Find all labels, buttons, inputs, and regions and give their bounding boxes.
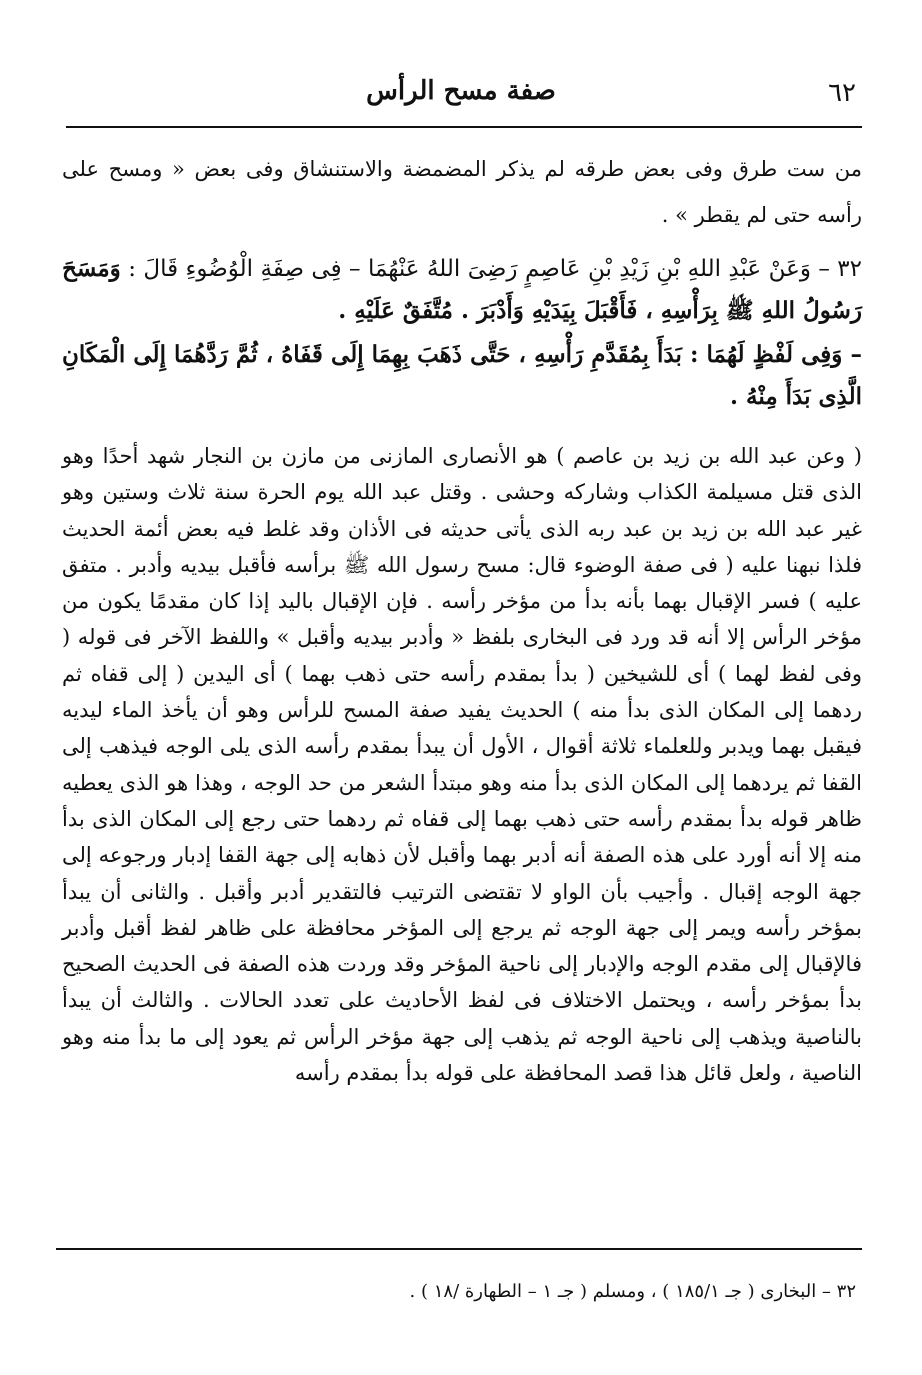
hadith-lead: وَعَنْ عَبْدِ اللهِ بْنِ زَيْدِ بْنِ عَاصِمٍ رَضِىَ اللهُ عَنْهُمَا – فِى صِفَةِ الْوُضُوءِ قَالَ : [128,256,811,282]
page-header [60,70,862,114]
footnote-divider [56,1248,862,1250]
hadith-number: ٣٢ – [818,256,863,282]
main-text [62,146,862,1091]
hadith-text: وَمَسَحَ رَسُولُ اللهِ ﷺ بِرَأْسِهِ ، فَأَقْبَلَ بِيَدَيْهِ وَأَدْبَرَ . مُتَّفَقٌ عَلَيْهِ . [62,255,862,324]
running-title: صفة مسح الرأس [366,76,556,106]
intro-paragraph: من ست طرق وفى بعض طرقه لم يذكر المضمضة والاستنشاق وفى بعض « ومسح على رأسه حتى لم يقطر » . [62,157,862,227]
footnote: ٣٢ – البخارى ( جـ ١٨٥/١ ) ، ومسلم ( جـ ١ – الطهارة /١٨ ) . [409,1281,856,1302]
hadith-32 [62,248,862,332]
commentary-paragraph: ( وعن عبد الله بن زيد بن عاصم ) هو الأنصارى المازنى من مازن بن النجار شهد أحدًا وهو الذى قتل مسيلمة الكذاب وشاركه وحشى . وقتل عبد الله يوم الحرة سنة ثلاث وستين وهو غير عبد الله بن زيد بن عبد ربه الذى يأتى حديثه فى الأذان وقد غلط فيه بعض أئمة الحديث فلذا نبهنا عليه ( فى صفة الوضوء قال: مسح رسول الله ﷺ برأسه فأقبل بيديه وأدبر . متفق عليه ) فسر الإقبال بهما بأنه بدأ من مؤخر رأسه . فإن الإقبال باليد إذا كان مقدمًا يكون من مؤخر الرأس إلا أنه قد ورد فى البخارى بلفظ « وأدبر بيديه وأقبل » واللفظ الآخر فى قوله ( وفى لفظ لهما ) أى للشيخين ( بدأ بمقدم رأسه حتى ذهب بهما ) أى اليدين ( إلى قفاه ثم ردهما إلى المكان الذى بدأ منه ) الحديث يفيد صفة المسح للرأس وهو أن يأخذ الماء ليديه فيقبل بهما ويدبر وللعلماء ثلاثة أقوال ، الأول أن يبدأ بمقدم رأسه الذى يلى الوجه فيذهب إلى القفا ثم يردهما إلى المكان الذى بدأ منه وهو مبتدأ الشعر من حد الوجه ، وهذا هو الذى يعطيه ظاهر قوله بدأ بمقدم رأسه حتى ذهب بهما إلى قفاه ثم ردهما حتى رجع إلى المكان الذى بدأ منه إلا أنه أورد على هذه الصفة أنه أدبر بهما وأقبل لأن ذهابه إلى جهة القفا إدبار ورجوعه إلى جهة الوجه إقبال . وأجيب بأن الواو لا تقتضى الترتيب فالتقدير أدبر وأقبل . والثانى أن يبدأ بمؤخر رأسه ويمر إلى جهة الوجه ثم يرجع إلى المؤخر محافظة على ظاهر لفظ أقبل وأدبر فالإقبال إلى مقدم الوجه والإدبار إلى ناحية المؤخر وقد وردت هذه الصفة فى الحديث الصحيح بدأ بمؤخر رأسه ، ويحتمل الاختلاف فى لفظ الأحاديث على تعدد الحالات . والثالث أن يبدأ بالناصية ويذهب إلى ناحية الوجه ثم يذهب إلى جهة مؤخر الرأس ثم يعود إلى ما بدأ منه وهو الناصية ، ولعل قائل هذا قصد المحافظة على قوله بدأ بمقدم رأسه [62,444,862,1086]
page-number: ٦٢ [828,78,856,108]
hadith-variant: – وَفِى لَفْظٍ لَهُمَا : بَدَأَ بِمُقَدَّمِ رَأْسِهِ ، حَتَّى ذَهَبَ بِهِمَا إِلَى قَفَاهُ ، ثُمَّ رَدَّهُمَا إِلَى الْمَكَانِ الَّذِى بَدَأَ مِنْهُ . [62,341,862,410]
header-divider [66,126,862,128]
